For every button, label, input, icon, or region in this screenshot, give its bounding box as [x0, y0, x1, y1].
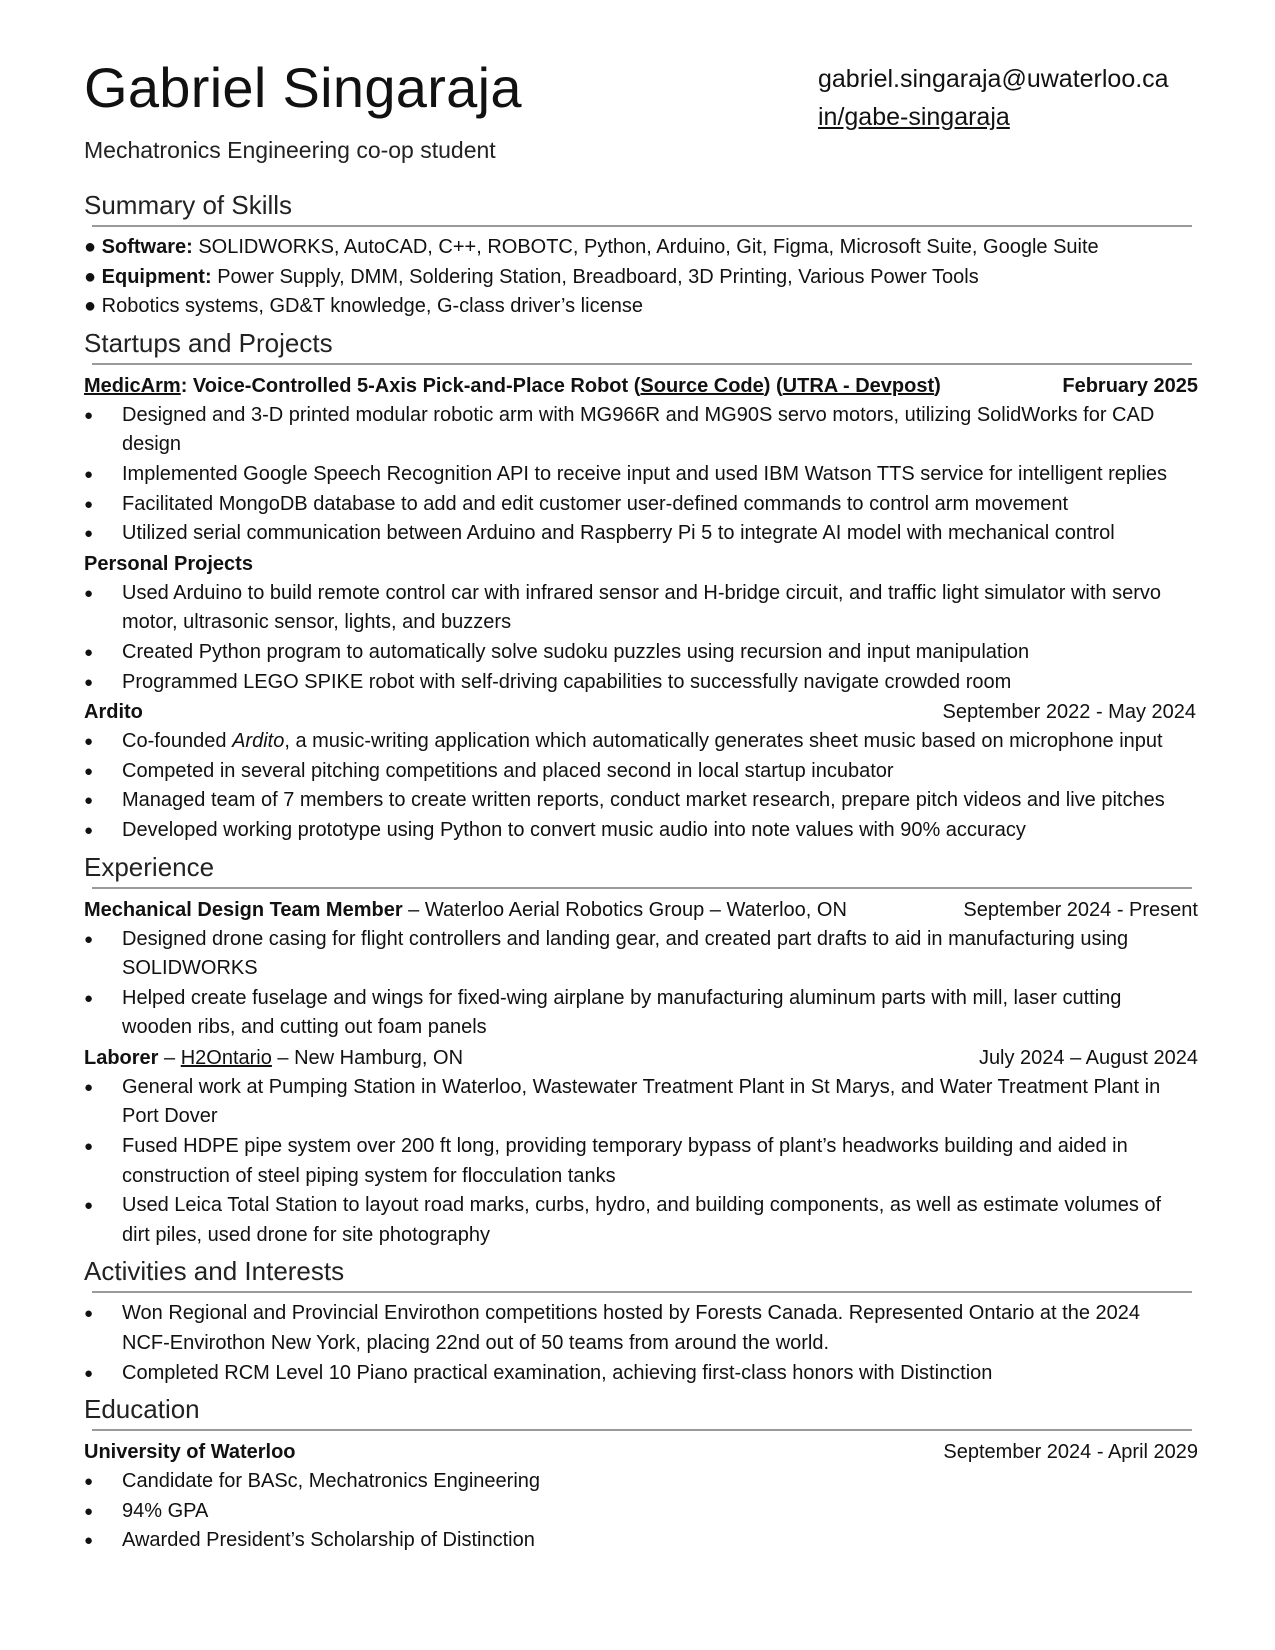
- linkedin-link[interactable]: in/gabe-singaraja: [818, 103, 1010, 131]
- list-item: ● Implemented Google Speech Recognition API to receive input and used IBM Watson TTS service for intelligent replies: [84, 460, 1192, 490]
- list-item: [84, 727, 1192, 757]
- list-item: ● Utilized serial communication between Arduino and Raspberry Pi 5 to integrate AI model with mechanical control: [84, 519, 1192, 549]
- resume-page: [84, 54, 1198, 1556]
- skill-equipment-label: Equipment:: [101, 265, 212, 288]
- education-section-title: Education: [84, 1394, 200, 1425]
- section-divider: [92, 1291, 1192, 1293]
- h2ontario-role: Laborer: [84, 1046, 159, 1069]
- medicarm-header: [84, 371, 1198, 401]
- experience-section-title: Experience: [84, 851, 215, 882]
- list-item: ● Managed team of 7 members to create written reports, conduct market research, prepare pitch videos and live pitches: [84, 786, 1192, 816]
- candidate-name: Gabriel Singaraja: [84, 56, 522, 119]
- h2ontario-date: July 2024 – August 2024: [978, 1046, 1198, 1069]
- waterloo-aerial-date: September 2024 - Present: [963, 898, 1198, 921]
- ardito-b1-a: Co-founded: [122, 730, 233, 753]
- skill-equipment-list: Power Supply, DMM, Soldering Station, Breadboard, 3D Printing, Various Power Tools: [217, 265, 979, 288]
- education-date: September 2024 - April 2029: [943, 1441, 1198, 1464]
- medicarm-date: February 2025: [1062, 374, 1198, 397]
- skills-section-title: Summary of Skills: [84, 190, 293, 220]
- list-item: ● Designed and 3-D printed modular robotic arm with MG966R and MG90S servo motors, utilizing SolidWorks for CAD design: [84, 401, 1192, 460]
- waterloo-aerial-role: Mechanical Design Team Member: [84, 898, 403, 921]
- ardito-b1-em: Ardito: [232, 730, 285, 753]
- h2ontario-loc: – New Hamburg, ON: [271, 1046, 464, 1069]
- h2ontario-link[interactable]: H2Ontario: [180, 1046, 272, 1069]
- list-item: ● Won Regional and Provincial Envirothon competitions hosted by Forests Canada. Represented Ontario at the 2024 NCF-Envirothon New York, placing 22nd out of 50 teams from around the world.: [84, 1299, 1192, 1358]
- list-item: ● Designed drone casing for flight controllers and landing gear, and created part drafts to aid in manufacturing using SOLIDWORKS: [84, 925, 1192, 984]
- activities-section-title: Activities and Interests: [84, 1256, 345, 1287]
- school-name: University of Waterloo: [84, 1441, 296, 1464]
- ardito-title: Ardito: [84, 701, 143, 724]
- medicarm-desc-a: : Voice-Controlled 5-Axis Pick-and-Place Robot (: [180, 374, 641, 397]
- list-item: ● Facilitated MongoDB database to add and edit customer user-defined commands to control arm movement: [84, 490, 1192, 520]
- list-item: ● 94% GPA: [84, 1497, 1192, 1527]
- list-item: ● Used Arduino to build remote control car with infrared sensor and H-bridge circuit, and traffic light simulator with servo motor, ultrasonic sensor, lights, and buzzers: [84, 579, 1192, 638]
- list-item: ● General work at Pumping Station in Waterloo, Wastewater Treatment Plant in St Marys, and Water Treatment Plant in Port Dover: [84, 1073, 1192, 1132]
- personal-projects-title: Personal Projects: [84, 552, 253, 575]
- personal-projects-header: [84, 549, 1192, 579]
- candidate-subtitle: Mechatronics Engineering co-op student: [84, 137, 496, 163]
- list-item: ● Competed in several pitching competitions and placed second in local startup incubator: [84, 757, 1192, 787]
- h2ontario-sep: –: [158, 1046, 181, 1069]
- list-item: ● Created Python program to automatically solve sudoku puzzles using recursion and input manipulation: [84, 638, 1192, 668]
- contact-block: [818, 60, 1169, 136]
- list-item: ● Helped create fuselage and wings for fixed-wing airplane by manufacturing aluminum parts with mill, laser cutting wooden ribs, and cutting out foam panels: [84, 984, 1192, 1043]
- skill-other: ● Robotics systems, GD&T knowledge, G-class driver’s license: [84, 295, 643, 318]
- section-divider: [92, 225, 1192, 227]
- skill-software: ● Software: SOLIDWORKS, AutoCAD, C++, ROBOTC, Python, Arduino, Git, Figma, Microsoft Suite, Google Suite: [84, 236, 1099, 258]
- devpost-link[interactable]: UTRA - Devpost: [782, 374, 935, 397]
- list-item: ● Completed RCM Level 10 Piano practical examination, achieving first-class honors with Distinction: [84, 1359, 1192, 1389]
- list-item: ● Developed working prototype using Python to convert music audio into note values with 90% accuracy: [84, 816, 1192, 846]
- source-code-link[interactable]: Source Code: [640, 374, 764, 397]
- section-divider: [92, 363, 1192, 365]
- medicarm-link[interactable]: MedicArm: [84, 374, 181, 397]
- ardito-date: September 2022 - May 2024: [942, 701, 1196, 724]
- waterloo-aerial-org: – Waterloo Aerial Robotics Group – Waterloo, ON: [402, 898, 847, 921]
- list-item: ● Candidate for BASc, Mechatronics Engineering: [84, 1467, 1192, 1497]
- medicarm-desc-c: ): [934, 374, 941, 397]
- section-divider: [92, 1429, 1192, 1431]
- waterloo-aerial-header: [84, 895, 1198, 925]
- skill-software-list: SOLIDWORKS, AutoCAD, C++, ROBOTC, Python, Arduino, Git, Figma, Microsoft Suite, Google Suite: [198, 236, 1099, 258]
- skill-equipment: ● Equipment: Power Supply, DMM, Soldering Station, Breadboard, 3D Printing, Various Power Tools: [84, 265, 979, 288]
- education-header: [84, 1437, 1198, 1467]
- h2ontario-header: [84, 1043, 1198, 1073]
- skill-other-list: Robotics systems, GD&T knowledge, G-class driver’s license: [101, 295, 643, 318]
- skill-software-label: Software:: [101, 236, 193, 258]
- list-item: ● Programmed LEGO SPIKE robot with self-driving capabilities to successfully navigate crowded room: [84, 668, 1192, 698]
- ardito-b1-b: , a music-writing application which automatically generates sheet music based on microphone input: [284, 730, 1163, 753]
- list-item: ● Fused HDPE pipe system over 200 ft long, providing temporary bypass of plant’s headworks building and aided in construction of steel piping system for flocculation tanks: [84, 1132, 1192, 1191]
- medicarm-desc-b: ) (: [763, 374, 783, 397]
- list-item: ● Used Leica Total Station to layout road marks, curbs, hydro, and building components, as well as estimate volumes of dirt piles, used drone for site photography: [84, 1191, 1192, 1250]
- email-link[interactable]: gabriel.singaraja@uwaterloo.ca: [818, 65, 1169, 93]
- resume-header: [84, 54, 1192, 184]
- projects-section-title: Startups and Projects: [84, 327, 333, 358]
- section-divider: [92, 887, 1192, 889]
- ardito-header: [84, 697, 1196, 727]
- list-item: ● Awarded President’s Scholarship of Distinction: [84, 1526, 1192, 1556]
